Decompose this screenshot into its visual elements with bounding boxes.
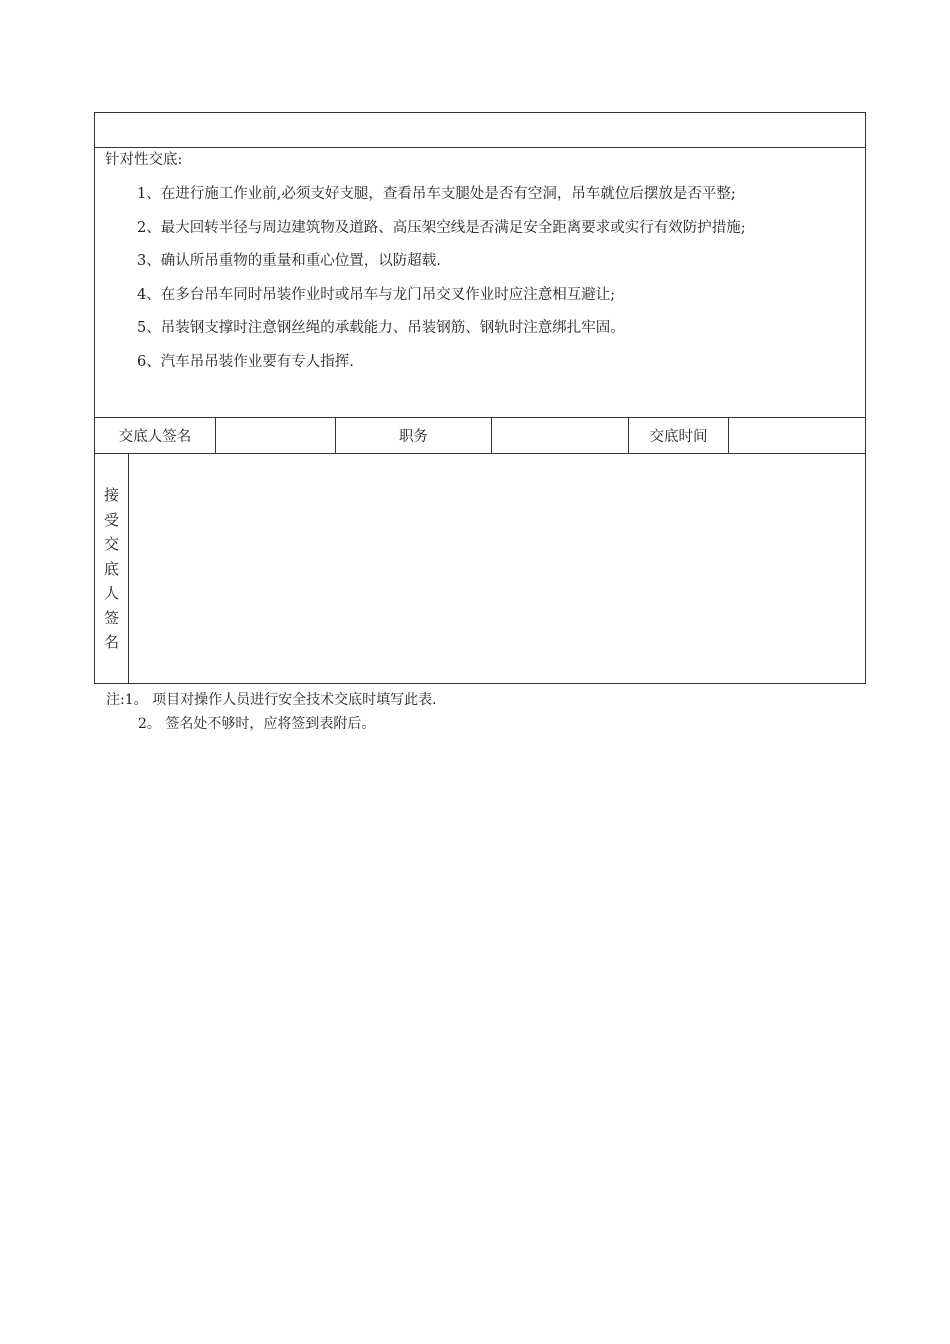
recipient-label-char: 交 bbox=[103, 535, 119, 553]
briefing-item: 5、吊装钢支撑时注意钢丝绳的承载能力、吊装钢筋、钢轨时注意绑扎牢固。 bbox=[137, 320, 625, 336]
note-line-1: 注:1。 项目对操作人员进行安全技术交底时填写此表. bbox=[106, 692, 437, 708]
recipient-signature-label bbox=[95, 453, 128, 684]
recipient-label-char: 底 bbox=[103, 559, 119, 578]
recipient-label-char: 名 bbox=[103, 633, 119, 651]
recipient-label-char: 人 bbox=[103, 584, 119, 602]
briefing-item: 3、确认所吊重物的重量和重心位置，以防超载. bbox=[137, 253, 441, 269]
signer-label: 交底人签名 bbox=[118, 429, 192, 445]
signer-field[interactable] bbox=[216, 418, 335, 453]
briefing-heading: 针对性交底: bbox=[105, 152, 183, 168]
briefing-time-field[interactable] bbox=[729, 418, 865, 453]
position-label: 职务 bbox=[399, 429, 428, 445]
safety-briefing-table bbox=[94, 112, 866, 684]
row-divider-top bbox=[95, 147, 865, 148]
briefing-time-label: 交底时间 bbox=[649, 429, 708, 445]
briefing-item: 2、最大回转半径与周边建筑物及道路、高压架空线是否满足安全距离要求或实行有效防护措施; bbox=[137, 220, 746, 236]
position-field[interactable] bbox=[492, 418, 628, 453]
recipient-label-char: 接 bbox=[103, 486, 119, 504]
briefing-item: 6、汽车吊吊装作业要有专人指挥. bbox=[137, 354, 354, 370]
recipient-label-char: 签 bbox=[103, 608, 119, 627]
briefing-item: 1、在进行施工作业前,必须支好支腿，查看吊车支腿处是否有空洞，吊车就位后摆放是否平整; bbox=[137, 186, 736, 202]
recipient-label-char: 受 bbox=[103, 510, 119, 529]
briefing-item: 4、在多台吊车同时吊装作业时或吊车与龙门吊交叉作业时应注意相互避让; bbox=[137, 287, 616, 303]
recipient-signature-area[interactable] bbox=[129, 454, 865, 683]
note-line-2: 2。 签名处不够时，应将签到表附后。 bbox=[138, 716, 376, 732]
